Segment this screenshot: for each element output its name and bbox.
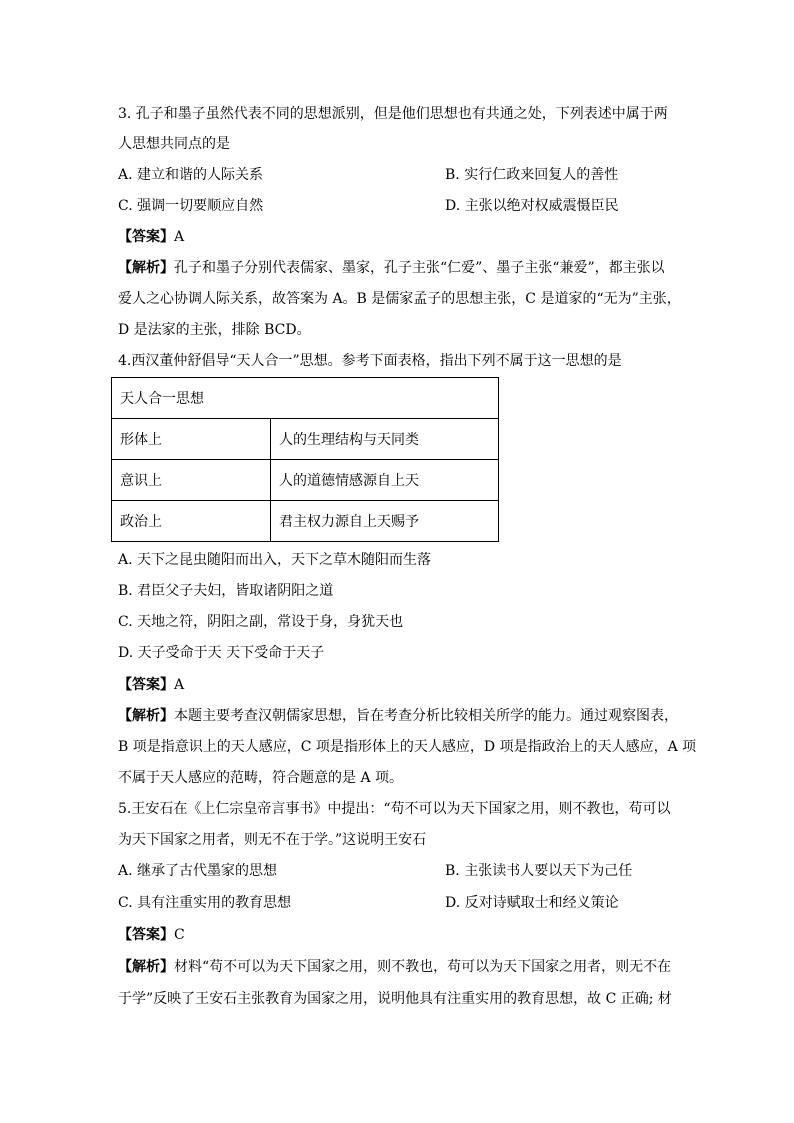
q5-analysis-line-1 [118,957,671,977]
table-cell-content: 人的道德情感源自上天 [271,460,499,501]
q3-analysis-text-1: 孔子和墨子分别代表儒家、墨家，孔子主张“仁爱”、墨子主张“兼爱”，都主张以 [174,260,665,276]
q4-option-b: B. 君臣父子夫妇，皆取诸阴阳之道 [118,583,334,599]
table-cell-aspect: 形体上 [112,419,271,460]
table-cell-content: 君主权力源自上天赐予 [271,501,499,542]
table-header-cell: 天人合一思想 [112,378,499,419]
q4-analysis-line-2: B 项是指意识上的天人感应，C 项是指形体上的天人感应，D 项是指政治上的天人感应，A 项 [118,739,697,755]
q5-option-b: B. 主张读书人要以天下为己任 [445,863,633,879]
q3-analysis-line-1 [118,258,665,278]
q5-stem-line-1: 5.王安石在《上仁宗皇帝言事书》中提出：“苟不可以为天下国家之用，则不教也，苟可以 [118,801,671,817]
q3-analysis-label: 【解析】 [118,260,174,276]
q5-analysis-text-1: 材料“苟不可以为天下国家之用，则不教也，苟可以为天下国家之用者，则无不在 [174,959,672,975]
q5-analysis-line-2: 于学”反映了王安石主张教育为国家之用，说明他具有注重实用的教育思想，故 C 正确; 材 [118,991,672,1007]
table-row [112,419,499,460]
q3-answer-value: A [174,229,185,245]
table-cell-aspect: 政治上 [112,501,271,542]
table-row [112,460,499,501]
q5-stem-line-2: 为天下国家之用者，则无不在于学。”这说明王安石 [118,832,427,848]
q4-option-c: C. 天地之符，阴阳之副，常设于身，身犹天也 [118,614,404,630]
q3-analysis-line-2: 爱人之心协调人际关系，故答案为 A。B 是儒家孟子的思想主张，C 是道家的“无为”主张， [118,291,681,307]
q5-answer-value: C [174,927,185,943]
q4-answer-label: 【答案】 [118,677,174,693]
table-header-row [112,378,499,419]
q4-option-a: A. 天下之昆虫随阳而出入，天下之草木随阳而生落 [118,552,432,568]
q4-analysis-text-1: 本题主要考查汉朝儒家思想，旨在考查分析比较相关所学的能力。通过观察图表， [174,708,678,724]
q3-stem-line-2: 人思想共同点的是 [118,136,230,152]
q5-option-c: C. 具有注重实用的教育思想 [118,895,292,911]
q4-stem: 4.西汉董仲舒倡导“天人合一”思想。参考下面表格，指出下列不属于这一思想的是 [118,353,622,369]
q3-option-c: C. 强调一切要顺应自然 [118,198,264,214]
q4-answer [118,675,184,695]
q4-option-d: D. 天子受命于天 天下受命于天子 [118,645,325,661]
q3-option-b: B. 实行仁政来回复人的善性 [445,167,619,183]
q3-answer [118,227,184,247]
q5-answer-label: 【答案】 [118,927,174,943]
q5-option-a: A. 继承了古代墨家的思想 [118,863,278,879]
q3-option-a: A. 建立和谐的人际关系 [118,167,264,183]
table-cell-aspect: 意识上 [112,460,271,501]
q3-answer-label: 【答案】 [118,229,174,245]
tianren-table [111,377,499,542]
q4-analysis-line-3: 不属于天人感应的范畴，符合题意的是 A 项。 [118,770,404,786]
q5-answer [118,925,185,945]
q4-analysis-line-1 [118,706,678,726]
table-cell-content: 人的生理结构与天同类 [271,419,499,460]
q3-option-d: D. 主张以绝对权威震慑臣民 [445,198,619,214]
q5-analysis-label: 【解析】 [118,959,174,975]
q5-option-d: D. 反对诗赋取士和经义策论 [445,895,619,911]
table-row [112,501,499,542]
q4-answer-value: A [174,677,185,693]
q4-analysis-label: 【解析】 [118,708,174,724]
q3-analysis-line-3: D 是法家的主张，排除 BCD。 [118,322,311,338]
q3-stem-line-1: 3. 孔子和墨子虽然代表不同的思想派别，但是他们思想也有共通之处，下列表述中属于两 [118,106,668,122]
